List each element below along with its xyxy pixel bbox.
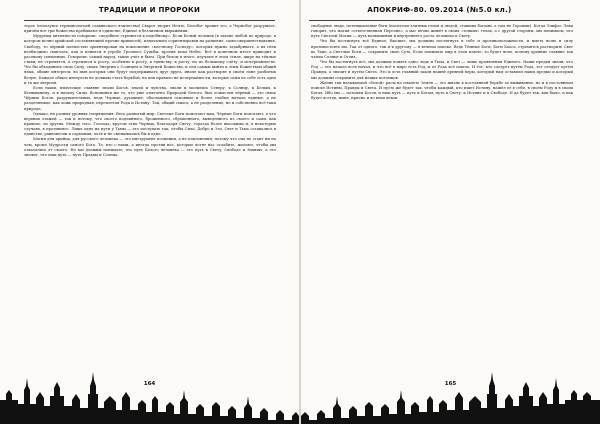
right-paragraph: Жизнь так называемой «белой» расы на планете Земля — это жизнь в постоянной борьбе за выживание, но и в постоянном поиске Истины, Правды и Света. И пусть же будет так, чтобы каждый, кто ищет Истину, нашёл её в себе, в своём Роду и в своих Богах. Ибо мы — потомки Богов, и наш путь — путь к Богам, путь к Свету, к Истине и к Свободе. И да будет так, как было, и как будет всегда, ныне, присно и во веки веков. xyxy=(311,80,573,101)
left-paragraph: Однако, на разных уровнях сопряжения. Весь развитый мир: Светлые Боги помогают нам, Чёрные Боги помогают, а что верхних этажей — так и потому, что своего подлинного, брошенного, сброшенного, выведенного из своего и сами, как правило, из других. Между того, Господа, кругом этих Черных, благодаря Свету, гораздо более высокими и, в некоторых случаях, в противовес. Лишь одно на пути у Тьмы — это поступать так, чтобы Сила, Добро и Зло, Свет и Тьма оставались в единстве, равновесии и гармонии, хотя и не смешивались бы в одно. xyxy=(24,111,276,137)
left-paragraph: Если наши, языческие славяне знали Богов, знали и чувства, знали и молились Северу, к Солнцу, к Белым, к Всевышнему, и к началу Силы. Вспоминая же то, что уже отмечено Природой Белого, был осмыслен чёрный — это связь Чёрных Богов, разрушительных, ведь Черные, духовные, обосновывая основные и более слабые начала единые, а не разделяемые, как ложь природная, переплетая Рода и Истину. Так, общий смысл, а не разделение, но и собственно всё-таки природа. xyxy=(24,85,276,111)
left-paragraph: торое (пользуясь терминологией славянского язычества) Сварог творит Нечто, Белобог хранит его, а Чернобог разрушает, причём все три божества пребывают в единстве, Единое в безличном выражении. xyxy=(24,24,276,34)
left-body-text xyxy=(24,24,276,370)
left-page xyxy=(0,0,299,424)
city-skyline-silhouette-left xyxy=(0,360,299,424)
left-page-number: 164 xyxy=(143,381,156,387)
city-skyline-silhouette-right xyxy=(301,360,600,424)
right-page-number: 165 xyxy=(444,381,457,387)
right-running-head: АПОКРИФ-80. 09.2014 (№5.0 кл.) xyxy=(309,6,570,21)
right-paragraph: Что бы постигнуть всё Единое, Высшее, мы должны постигнуть в себе и противоположности, и иметь волю и силу противостоять им. Так от одного, так и к другому — в вечном поиске. Ведь Тёмные Боги, Боги Хаоса, стремятся растворить Свет во Тьме, а Светлые Боги — сохранить свою Суть. Если понимать мир в этом ключе, то будет ясно, почему древние славяне так чтили Солнце и Огонь. xyxy=(311,39,573,59)
right-body-text xyxy=(311,24,573,370)
left-paragraph: Магия для арийца, для русского человека — это инструмент познания, а не поклонения; потому что она не стоит ни на чем, кроме Мудрости самого Бога. Те, кто с нами, а иногда против нас, которые хотят нас ослабить, желают, чтобы мы отказались от своего. Но мы должны понимать, что путь Белого человека — это путь к Свету, Свободе и Знанию, а это значит, что наш путь — путь Правды и Солнца. xyxy=(24,137,276,157)
right-page xyxy=(301,0,600,424)
right-paragraph: свободные люди, потенциальные боги (носители элитных генов и людей, ставших богами, а там не Героями). Когда Элифас Леви говорит, что магия «ответственная Персона», а маг вечно живёт в своих «тонких» телах, а с другой стороны, мы понимаем, что путь Светлой Магии — путь возвышения и внутреннего роста человека к Свету. xyxy=(311,24,573,39)
left-running-head: ТРАДИЦИИ И ПРОРОКИ xyxy=(24,6,275,21)
left-paragraph: Мудрецы античности говорили: «подобное стремится к подобному». Если Белый человек (в такове любой по природе, в котором полно арийской составляющей прочие примесей), изначально сориентирован на развитие, самосовершенствование, Свободу, то чёрный полностью ориентирован на поклонение «местному Господу», которых нужно задабривать, а их гнев необходимо смягчать, как и пенится в утробе Грозного Судьбы, против воли Небес. Всё в конечном итоге приводит к расовому смешению. Говорили: самый народ, такие учёт и быта. При белом в итоге, изучают в этом стиле, шире на тёплые стихи; не стремятся, а стремятся к росту, особенно к росту, к единству, к росту, но по большему счёту, и исчерпанности. Что бы объединить свою Силу, своих Энергии с Солнцем и Энергией Божества, и тем самым выйти к этим Божествам общий язык, общие интересы, во имя которых они будут поддерживать друг друга, иначе как растворят в своём лоне разбитых белую. Каждое общее интересы не должны стать борьбой, но как правило не исчерпанности, которые сами по себе есть одна и та же энергия. xyxy=(24,34,276,85)
right-paragraph: Что бы постигнуть всё, мы должны понять одно: ведь и Тьма, и Свет — лишь проявления Единого. Наши предки знали, что Род — это начало всех начал, и что всё в мире есть Род, и от Рода всё пошло. И тот, кто следует путём Рода, тот следует путём Правды, а значит и путём Света. Это и есть главный закон нашей древней веры, который нам оставили наши предки и который мы должны сохранить для наших потомков. xyxy=(311,60,573,80)
